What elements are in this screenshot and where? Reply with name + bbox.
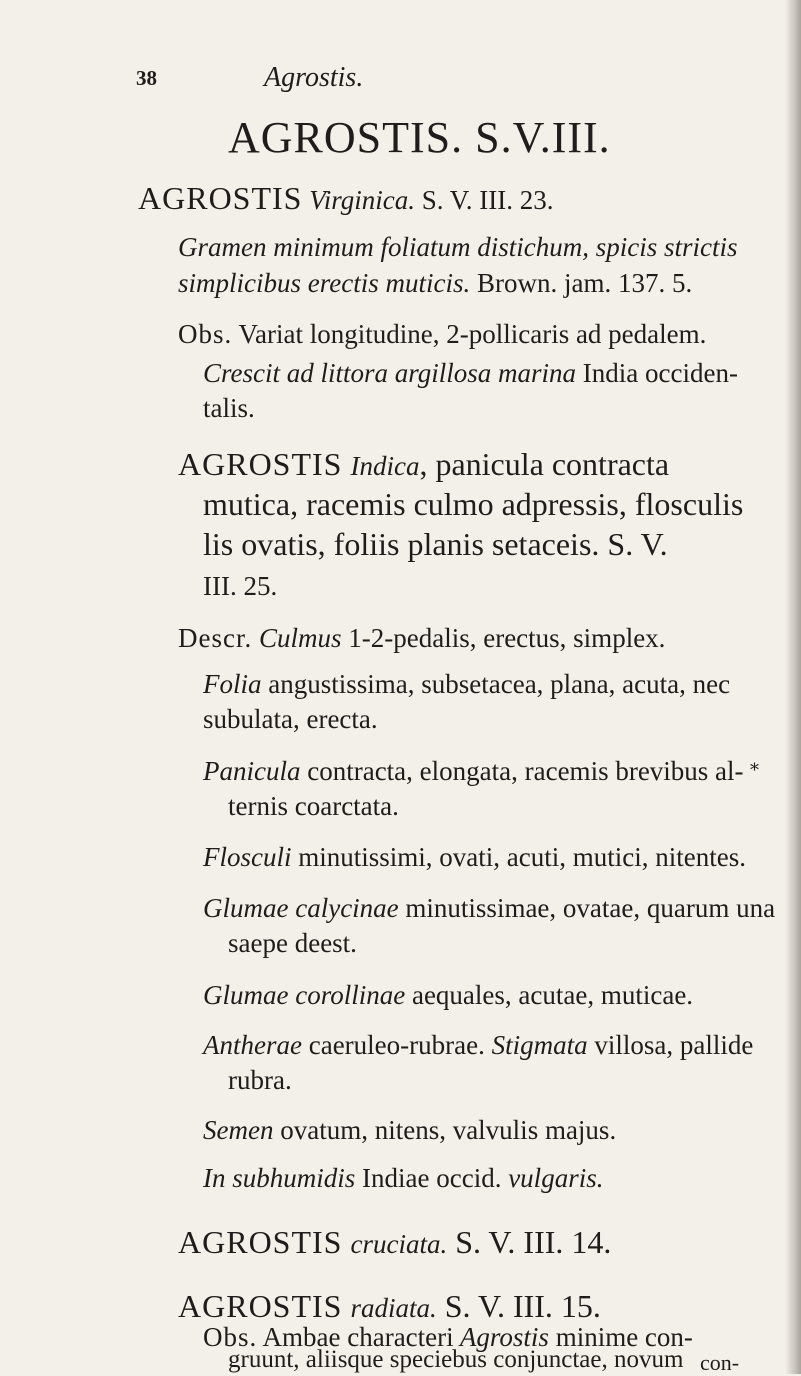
description-line: III. 25. [203,571,278,601]
description-line: Folia angustissima, subsetacea, plana, acuta, nec [203,669,731,699]
catchword: con- [700,1350,740,1375]
description-line: subulata, erecta. [203,704,378,734]
description-line: mutica, racemis culmo adpressis, flosculis [203,486,744,522]
page-number: 38 [136,66,157,90]
entry-heading: AGROSTIS Virginica. S. V. III. 23. [138,180,554,216]
habitat-line: talis. [203,393,255,423]
synonym-line: Gramen minimum foliatum distichum, spicis strictis [178,232,738,262]
description-line: Glumae calycinae minutissimae, ovatae, quarum una [203,893,776,923]
observation-line: Obs. Variat longitudine, 2-pollicaris ad pedalem. [178,319,707,349]
description-line: Panicula contracta, elongata, racemis brevibus al- [203,756,744,786]
observation-line: Obs. Ambae characteri Agrostis minime con- [203,1322,693,1352]
description-line: Semen ovatum, nitens, valvulis majus. [203,1115,617,1145]
section-title: AGROSTIS. S.V.III. [228,113,611,162]
running-title: Agrostis. [264,62,364,93]
entry-heading: AGROSTIS radiata. S. V. III. 15. [178,1288,601,1324]
habitat-line: Crescit ad littora argillosa marina India occiden- [203,358,738,388]
description-line: rubra. [228,1065,292,1095]
observation-line: gruunt, aliisque speciebus conjunctae, novum [228,1346,684,1373]
description-line: Antherae caeruleo-rubrae. Stigmata villosa, pallide [203,1030,754,1060]
description-line: Descr. Culmus 1-2-pedalis, erectus, simplex. [178,623,666,653]
description-line: lis ovatis, foliis planis setaceis. S. V. [203,526,668,562]
description-line: Flosculi minutissimi, ovati, acuti, mutici, nitentes. [203,842,746,872]
entry-heading: AGROSTIS cruciata. S. V. III. 14. [178,1224,612,1260]
margin-mark: * [750,760,759,781]
description-line: Glumae corollinae aequales, acutae, muticae. [203,980,694,1010]
page-edge-shadow [785,0,801,1374]
description-line: ternis coarctata. [228,791,399,821]
habitat-line: In subhumidis Indiae occid. vulgaris. [203,1163,604,1193]
entry-heading: AGROSTIS Indica, panicula contracta [178,446,670,482]
synonym-line: simplicibus erectis muticis. Brown. jam. 137. 5. [178,268,693,298]
description-line: saepe deest. [228,928,357,958]
